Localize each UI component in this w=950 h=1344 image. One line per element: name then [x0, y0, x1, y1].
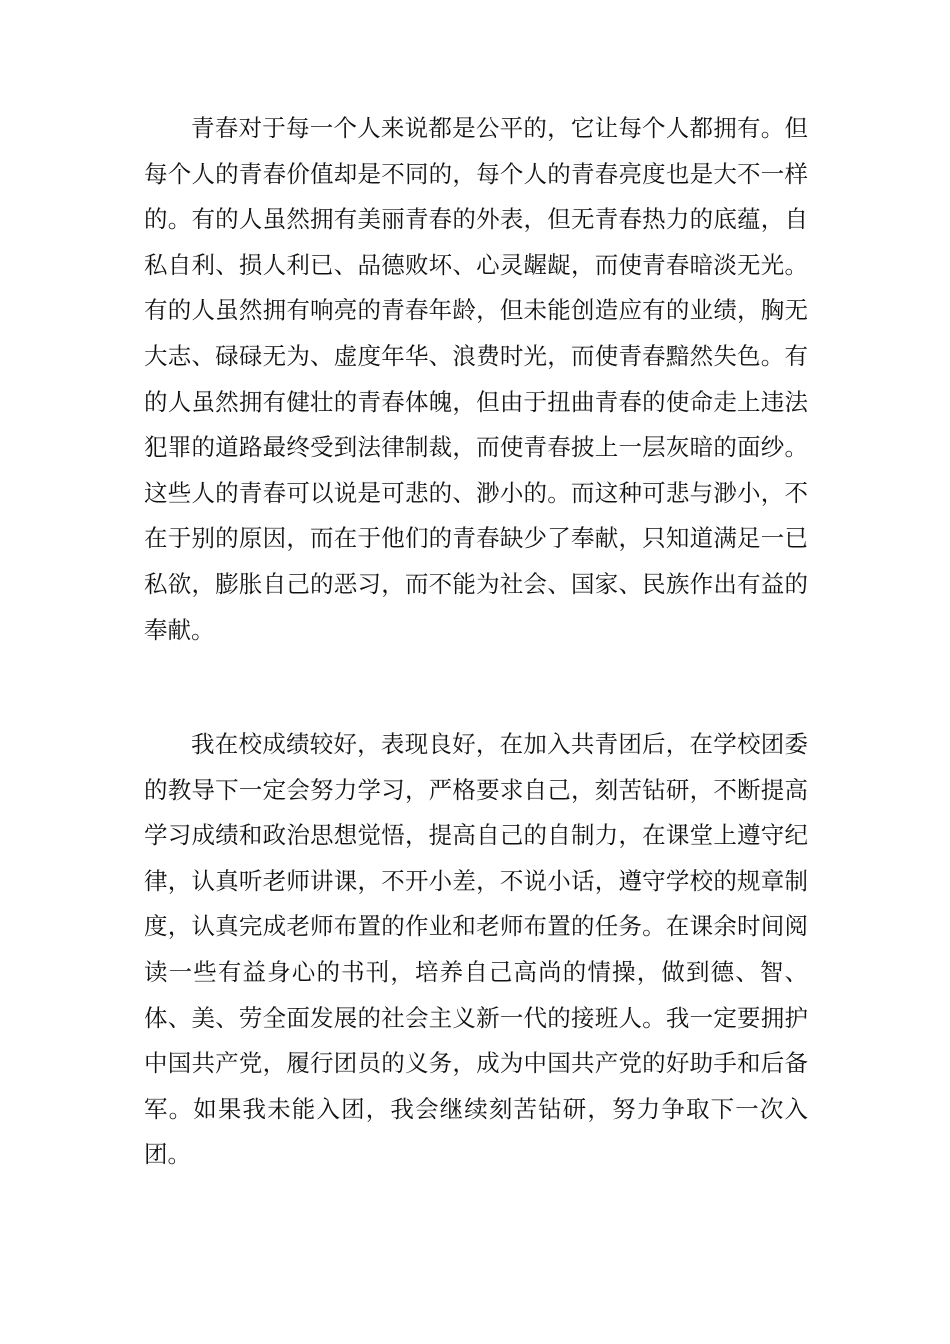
body-paragraph-1: 青春对于每一个人来说都是公平的，它让每个人都拥有。但每个人的青春价值却是不同的，每个人的青春亮度也是大不一样的。有的人虽然拥有美丽青春的外表，但无青春热力的底蕴，自私自利、损人利已、品德败坏、心灵龌龊，而使青春暗淡无光。有的人虽然拥有响亮的青春年龄，但未能创造应有的业绩，胸无大志、碌碌无为、虚度年华、浪费时光，而使青春黯然失色。有的人虽然拥有健壮的青春体魄，但由于扭曲青春的使命走上违法犯罪的道路最终受到法律制裁，而使青春披上一层灰暗的面纱。这些人的青春可以说是可悲的、渺小的。而这种可悲与渺小，不在于别的原因，而在于他们的青春缺少了奉献，只知道满足一已私欲，膨胀自己的恶习，而不能为社会、国家、民族作出有益的奉献。	[144, 114, 808, 644]
body-paragraph-2: 我在校成绩较好，表现良好，在加入共青团后，在学校团委的教导下一定会努力学习，严格要求自己，刻苦钻研，不断提高学习成绩和政治思想觉悟，提高自己的自制力，在课堂上遵守纪律，认真听老师讲课，不开小差，不说小话，遵守学校的规章制度，认真完成老师布置的作业和老师布置的任务。在课余时间阅读一些有益身心的书刊，培养自己高尚的情操，做到德、智、体、美、劳全面发展的社会主义新一代的接班人。我一定要拥护中国共产党，履行团员的义务，成为中国共产党的好助手和后备军。如果我未能入团，我会继续刻苦钻研，努力争取下一次入团。	[144, 730, 808, 1169]
